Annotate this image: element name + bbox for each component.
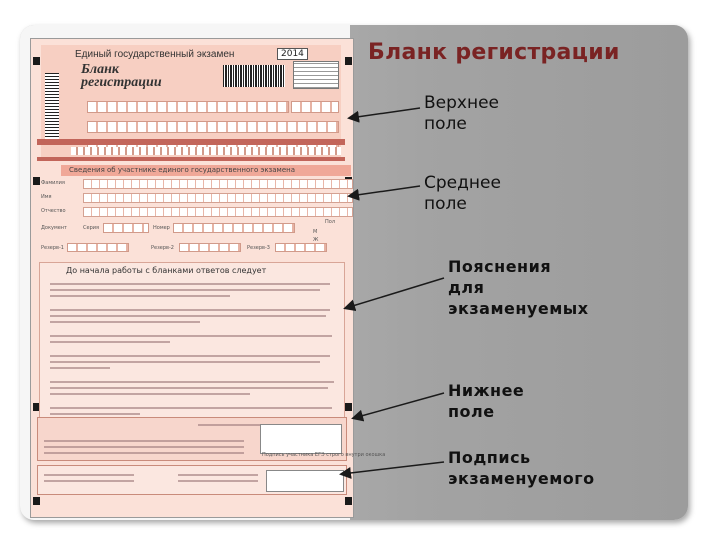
label-bottom-field: Нижнее поле [448, 381, 525, 421]
slide-title: Бланк регистрации [368, 40, 620, 65]
arrow-explanations [346, 278, 444, 308]
label-middle-field: Среднее поле [424, 173, 501, 214]
arrow-bottom-field [354, 393, 444, 418]
reserve3-label: Резерв-3 [247, 245, 270, 251]
sex-label: Пол [325, 219, 336, 225]
surname-label: Фамилия [41, 180, 65, 186]
arrow-middle-field [350, 186, 420, 196]
form-header-title: Единый государственный экзамен [75, 49, 235, 60]
sex-male: М [313, 229, 318, 235]
signature-caption: Подпись участника ЕГЭ строго внутри окошка [262, 452, 386, 458]
reserve1-label: Резерв-1 [41, 245, 64, 251]
form-header-subtitle: Бланк регистрации [81, 62, 162, 90]
number-label: Номер [153, 225, 170, 231]
series-label: Серия [83, 225, 99, 231]
patronymic-label: Отчество [41, 208, 66, 214]
arrow-top-field [350, 108, 420, 118]
label-explanations: Пояснения для экзаменуемых [448, 257, 589, 318]
form-year: 2014 [277, 48, 308, 60]
arrow-signature [342, 462, 444, 474]
reserve2-label: Резерв-2 [151, 245, 174, 251]
sex-female: Ж [313, 237, 319, 243]
middle-field-title: Сведения об участнике единого государственного экзамена [61, 165, 351, 176]
label-top-field: Верхнее поле [424, 93, 500, 134]
name-label: Имя [41, 194, 52, 200]
label-signature: Подпись экзаменуемого [448, 448, 595, 488]
document-label: Документ [41, 225, 67, 231]
instructions-title: До начала работы с бланками ответов следует [66, 266, 267, 275]
